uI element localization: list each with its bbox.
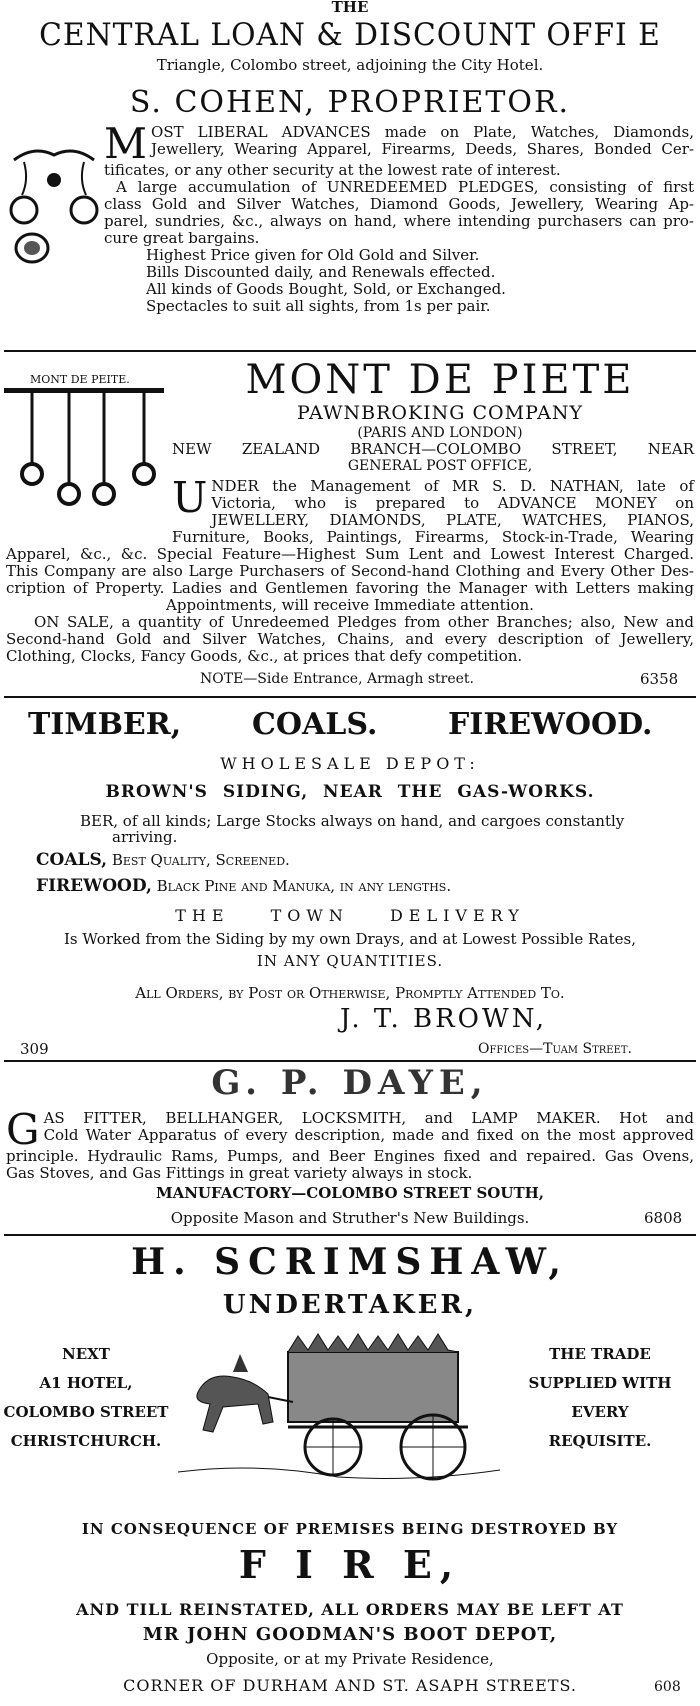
sign-label: MONT DE PEITE. (30, 373, 130, 386)
mont-office: GENERAL POST OFFICE, (347, 458, 533, 474)
wholesale-depot: WHOLESALE DEPOT: (220, 754, 480, 773)
para2-line4: cure great bargains. (104, 229, 260, 247)
daye-line: principle. Hydraulic Rams, Pumps, and Beer Engines fixed and repaired. Gas Ovens, (6, 1147, 694, 1165)
mont-line: Victoria, who is prepared to ADVANCE MONEY on (211, 494, 694, 512)
left-line: COLOMBO STREET (3, 1403, 169, 1421)
left-line: NEXT (62, 1345, 110, 1363)
scrimshaw-ad (0, 1236, 700, 1706)
ad-address: Triangle, Colombo street, adjoining the City Hotel. (156, 56, 544, 74)
mont-line: NDER the Management of MR S. D. NATHAN, late of (211, 477, 694, 495)
mont-line: Apparel, &c., &c. Special Feature—Highest Sum Lent and Lowest Interest Charged. (6, 545, 694, 563)
para2-line1: A large accumulation of UNREDEEMED PLEDGES, consisting of first (116, 178, 694, 196)
left-line: CHRISTCHURCH. (10, 1432, 162, 1450)
consequence-line: IN CONSEQUENCE OF PREMISES BEING DESTROYED BY (81, 1520, 619, 1538)
service-item: Bills Discounted daily, and Renewals effected. (146, 263, 496, 281)
hearse-illustration (178, 1332, 500, 1482)
jewellery-illustration (4, 140, 104, 270)
scrimshaw-name: H. SCRIMSHAW, (131, 1241, 569, 1283)
pawnbroker-balls-sign (4, 388, 164, 513)
mont-line: Appointments, will receive Immediate attention. (166, 596, 534, 614)
daye-title: G. P. DAYE, (211, 1063, 489, 1103)
daye-opposite: Opposite Mason and Struther's New Buildings. (170, 1209, 530, 1227)
coals-heading: COALS, (36, 850, 108, 870)
right-line: THE TRADE (549, 1345, 651, 1363)
left-address (0, 1340, 172, 1456)
daye-body (6, 1105, 694, 1182)
loan-description (104, 124, 694, 315)
mont-subtitle: PAWNBROKING COMPANY (296, 402, 584, 424)
ad-title: CENTRAL LOAN & DISCOUNT OFFI E (39, 17, 661, 53)
para1-line3: tificates, or any other security at the lowest rate of interest. (104, 161, 561, 179)
right-notice (500, 1340, 700, 1456)
mont-line: Furniture, Books, Paintings, Firearms, Stock-in-Trade, Wearing (172, 528, 694, 546)
para1-line1: OST LIBERAL ADVANCES made on Plate, Watches, Diamonds, (151, 124, 694, 141)
timber-coals-ad (0, 698, 700, 998)
daye-ad (0, 1062, 700, 1202)
mont-branch: NEW ZEALAND BRANCH—COLOMBO STREET, NEAR (172, 440, 694, 458)
corner-line: CORNER OF DURHAM AND ST. ASAPH STREETS. (123, 1676, 577, 1695)
mont-line: cription of Property. Ladies and Gentlemen favoring the Manager with Letters making (6, 579, 694, 597)
dropcap-u: U (172, 473, 208, 522)
daye-line: Cold Water Apparatus of every description, made and fixed on the most approved (43, 1126, 694, 1144)
right-line: REQUISITE. (548, 1432, 652, 1450)
daye-line: Gas Stoves, and Gas Fittings in great variety always in stock. (6, 1164, 473, 1182)
brown-offices: Offices—Tuam Street. (478, 1041, 632, 1057)
service-list (146, 247, 694, 315)
mont-line: Second-hand Gold and Silver Watches, Chains, and every description of Jewellery, (6, 630, 694, 648)
town-delivery: THE TOWN DELIVERY (175, 906, 525, 925)
mont-number: 6358 (640, 670, 679, 688)
coals-word: COALS. (252, 707, 378, 742)
mont-line: ON SALE, a quantity of Unredeemed Pledges from other Branches; also, New and (34, 613, 694, 631)
coals-line (36, 852, 290, 869)
mont-title: MONT DE PIETE (245, 357, 635, 403)
ad5-number: 608 (654, 1679, 681, 1695)
mont-line: Clothing, Clocks, Fancy Goods, &c., at prices that defy competition. (6, 647, 523, 665)
service-item: Spectacles to suit all sights, from 1s per pair. (146, 297, 491, 315)
para2-line2: class Gold and Silver Watches, Diamond Goods, Jewellery, Wearing Ap- (104, 195, 694, 213)
opposite-line: Opposite, or at my Private Residence, (206, 1650, 494, 1668)
fire-word: F I R E, (238, 1542, 462, 1587)
ad-the-label: THE (331, 0, 369, 16)
mont-cities: (PARIS AND LONDON) (357, 425, 523, 441)
para1-line2: Jewellery, Wearing Apparel, Firearms, Deeds, Shares, Bonded Cer- (151, 140, 694, 158)
mont-de-piete-ad (0, 352, 700, 722)
timber-line1: BER, of all kinds; Large Stocks always on hand, and cargoes constantly (80, 812, 625, 830)
daye-factory: MANUFACTORY—COLOMBO STREET SOUTH, (155, 1184, 545, 1202)
mont-line: JEWELLERY, DIAMONDS, PLATE, WATCHES, PIANOS, (211, 511, 694, 529)
worked-line: Is Worked from the Siding by my own Drays, and at Lowest Possible Rates, (64, 930, 636, 948)
dropcap-m: M (104, 124, 148, 162)
timber-word: TIMBER, (28, 707, 182, 742)
coals-desc: Best Quality, Screened. (111, 851, 290, 869)
undertaker-title: UNDERTAKER, (222, 1290, 478, 1320)
orders-line: All Orders, by Post or Otherwise, Promptly Attended To. (135, 984, 565, 1002)
firewood-desc: Black Pine and Manuka, in any lengths. (156, 877, 452, 895)
mont-body (172, 473, 694, 546)
left-line: A1 HOTEL, (39, 1374, 133, 1392)
brown-name: J. T. BROWN, (340, 1004, 548, 1034)
ad3-number: 309 (20, 1040, 49, 1058)
mont-line: This Company are also Large Purchasers of Second-hand Clothing and Every Other Des- (6, 562, 694, 580)
quantities-line: IN ANY QUANTITIES. (256, 952, 444, 970)
proprietor-line: S. COHEN, PROPRIETOR. (129, 85, 571, 120)
service-item: All kinds of Goods Bought, Sold, or Exchanged. (146, 280, 506, 298)
mont-note: NOTE—Side Entrance, Armagh street. (200, 671, 474, 687)
daye-number: 6808 (644, 1209, 683, 1227)
para2-line3: parel, sundries, &c., always on hand, where intending purchasers can pro- (104, 212, 694, 230)
goodman-depot: MR JOHN GOODMAN'S BOOT DEPOT, (142, 1624, 558, 1645)
right-line: SUPPLIED WITH (528, 1374, 672, 1392)
timber-line2: arriving. (112, 828, 178, 846)
right-line: EVERY (571, 1403, 629, 1421)
service-item: Highest Price given for Old Gold and Silver. (146, 246, 480, 264)
dropcap-g: G (6, 1105, 40, 1154)
till-line: AND TILL REINSTATED, ALL ORDERS MAY BE LEFT AT (76, 1600, 624, 1619)
daye-line: AS FITTER, BELLHANGER, LOCKSMITH, and LAMP MAKER. Hot and (43, 1109, 694, 1127)
central-loan-ad (0, 0, 700, 350)
firewood-line (36, 878, 451, 895)
mont-body-wide (6, 546, 694, 665)
browns-siding: BROWN'S SIDING, NEAR THE GAS-WORKS. (105, 782, 595, 802)
firewood-heading: FIREWOOD, (36, 876, 152, 896)
firewood-word: FIREWOOD. (448, 707, 653, 742)
